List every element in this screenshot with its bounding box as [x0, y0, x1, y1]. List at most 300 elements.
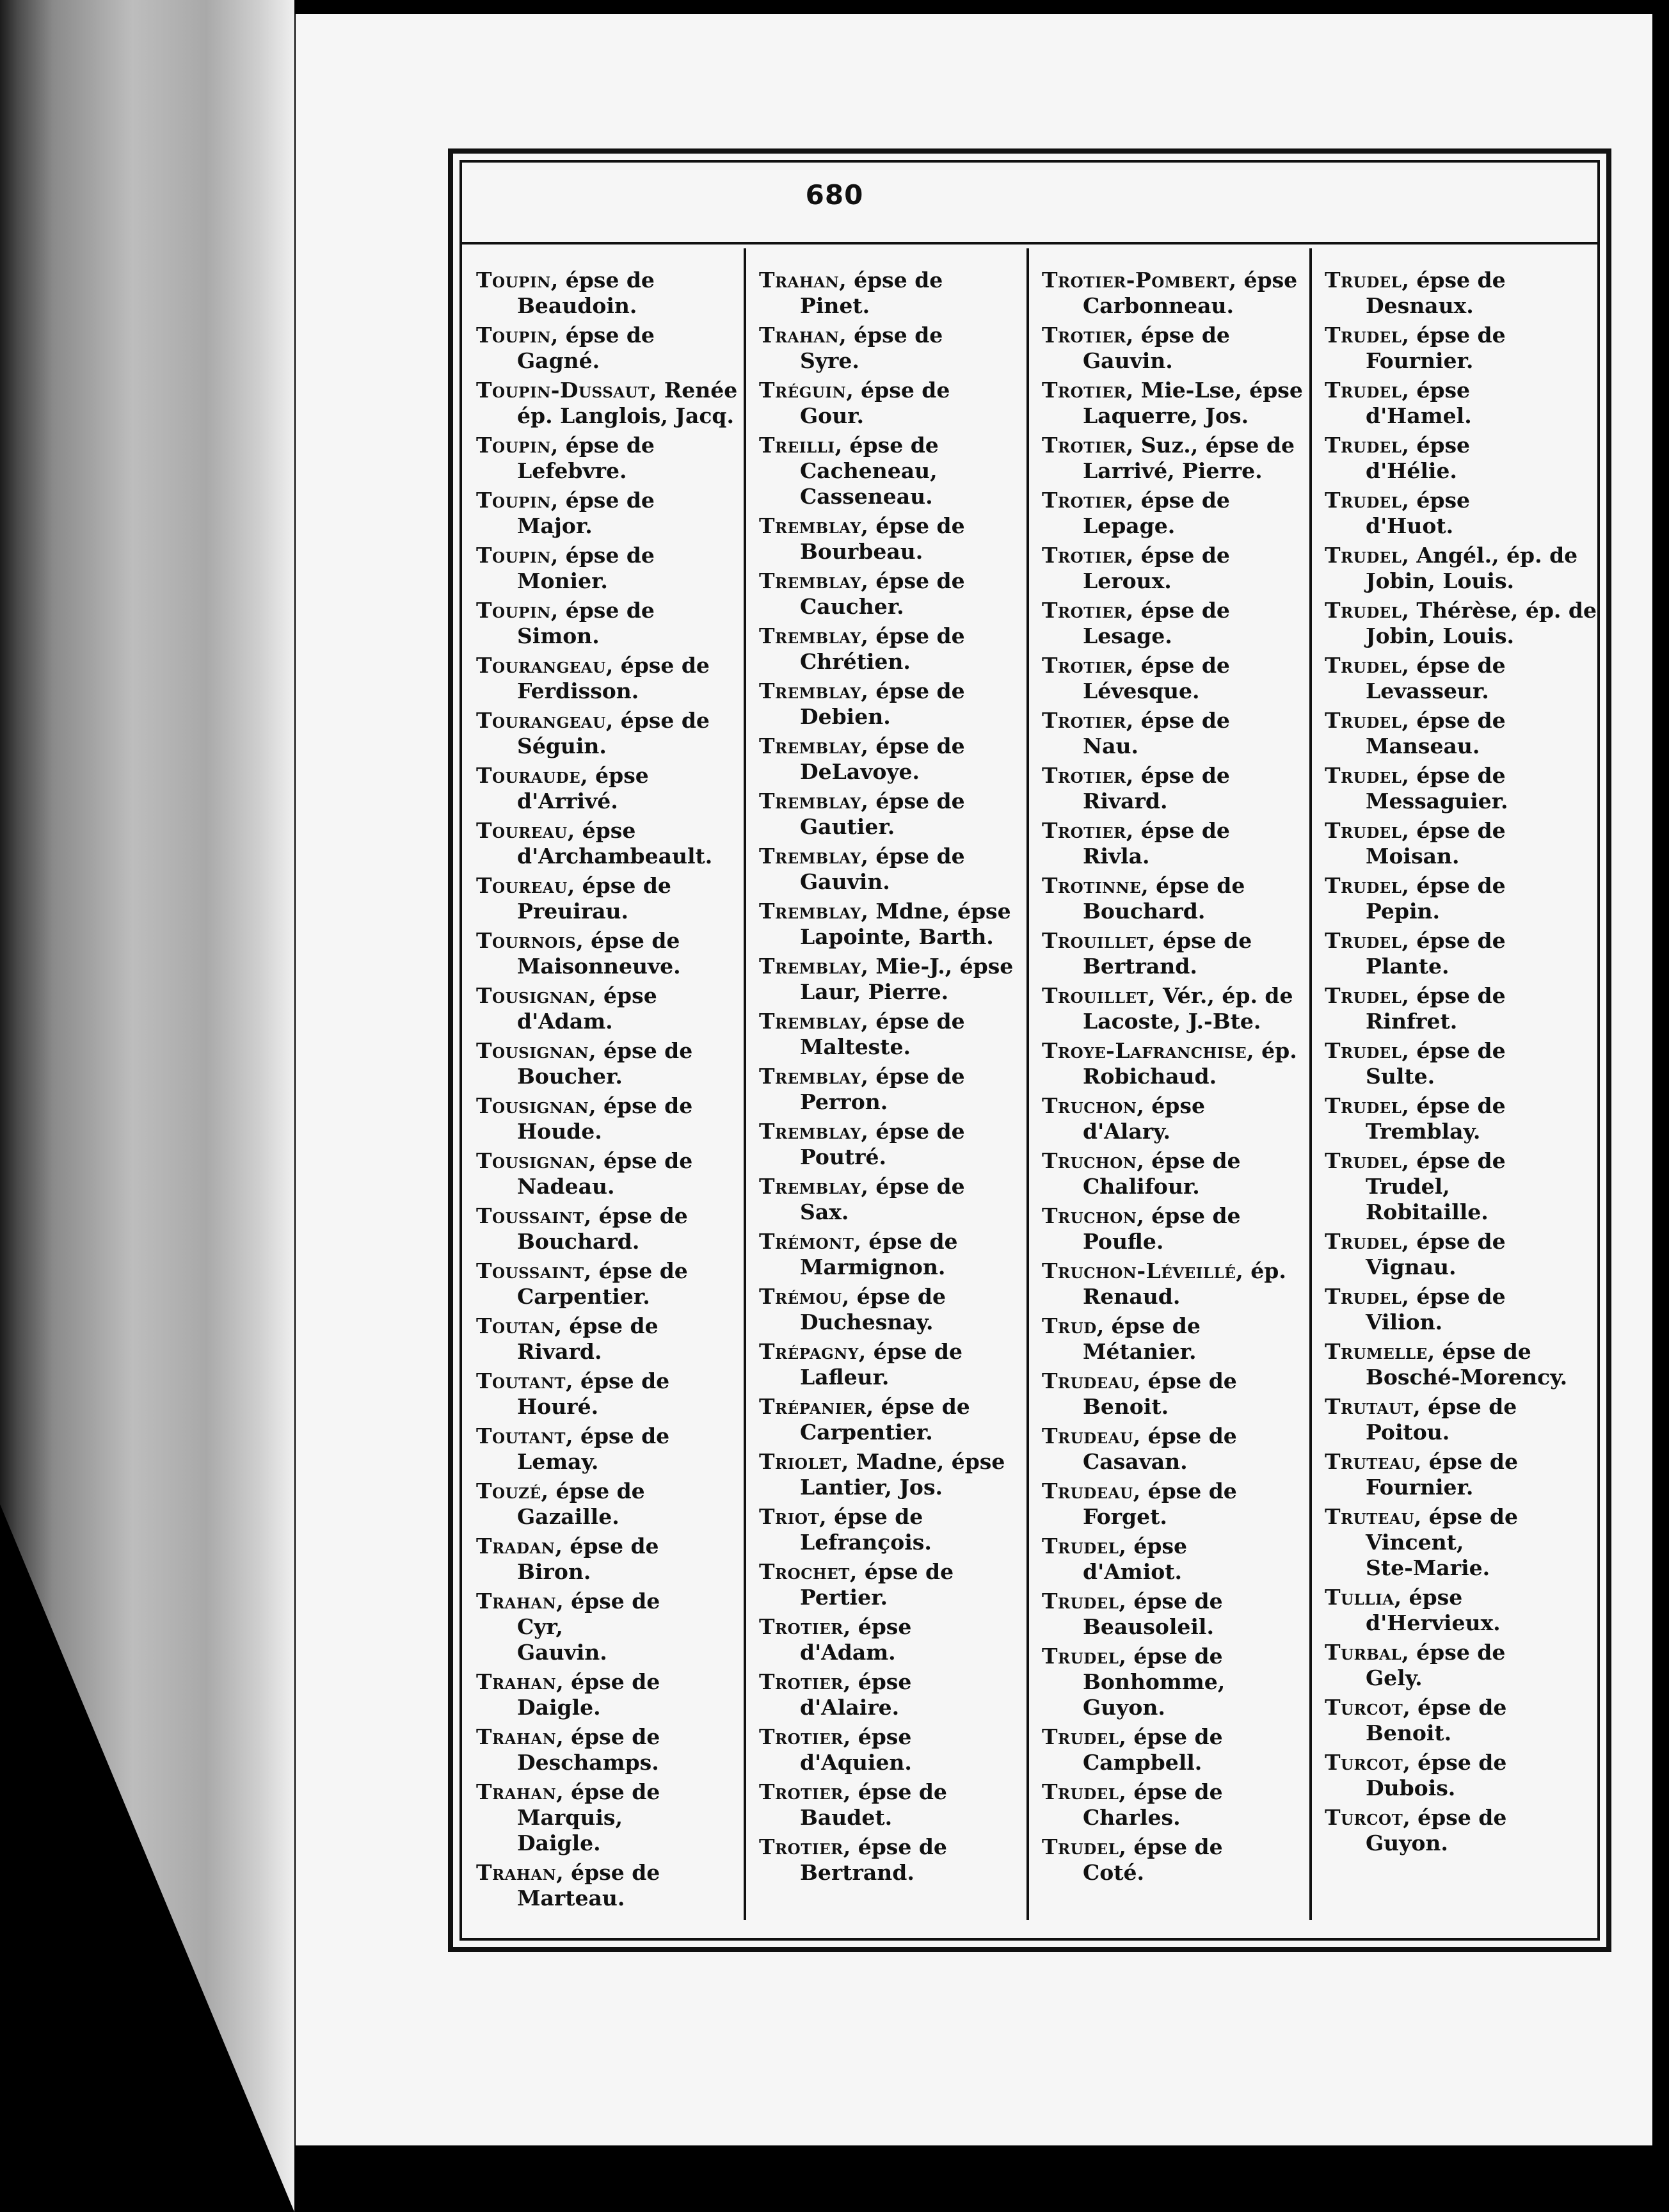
- spouse-name-extra: Gauvin.: [517, 1640, 607, 1665]
- surname: Trahan: [759, 268, 840, 293]
- surname: Trotier: [759, 1834, 843, 1859]
- index-entry: [1042, 818, 1317, 869]
- surname: Trudel: [1325, 653, 1402, 678]
- spouse-name: Poufle.: [1083, 1229, 1164, 1254]
- surname: Trotier: [1042, 763, 1126, 788]
- index-entry: [759, 1339, 1034, 1390]
- entry-qualifier: , épse de: [839, 268, 943, 293]
- spouse-name: Lantier, Jos.: [800, 1475, 943, 1500]
- entry-heading: [476, 1038, 692, 1063]
- index-entry: [1042, 543, 1317, 594]
- spouse-name: Houré.: [517, 1394, 599, 1419]
- index-entry: [1042, 1258, 1317, 1310]
- index-entry: [1325, 818, 1600, 869]
- spouse-name: Guyon.: [1366, 1831, 1448, 1855]
- spouse-name: Pertier.: [800, 1585, 888, 1610]
- spouse-name: d'Adam.: [517, 1009, 613, 1034]
- entry-qualifier: , épse: [1401, 433, 1471, 458]
- surname: Tremblay: [759, 678, 861, 703]
- entry-heading: [476, 928, 680, 953]
- surname: Toupin: [476, 323, 551, 348]
- spouse-name: Forget.: [1083, 1504, 1167, 1529]
- entry-heading: [1042, 1148, 1241, 1173]
- entry-heading: [476, 1423, 669, 1448]
- spouse-name: Larrivé, Pierre.: [1083, 458, 1263, 483]
- index-entry: [1325, 1695, 1600, 1746]
- entry-qualifier: , épse de: [861, 623, 965, 648]
- entry-qualifier: , épse de: [1401, 928, 1506, 953]
- entry-heading: [476, 1779, 660, 1804]
- entry-qualifier: , épse de: [861, 789, 965, 813]
- spouse-name: d'Alaire.: [800, 1695, 900, 1720]
- entry-heading: [476, 1093, 692, 1118]
- entry-qualifier: , épse de: [1148, 928, 1252, 953]
- entry-qualifier: , épse de: [1401, 1093, 1506, 1118]
- surname: Truchon: [1042, 1093, 1137, 1118]
- index-entry: [476, 1779, 751, 1856]
- entry-heading: [1042, 763, 1230, 788]
- index-entry: [476, 1589, 751, 1665]
- entry-qualifier: , épse de: [861, 513, 965, 538]
- entry-heading: [1325, 598, 1597, 623]
- spouse-name: Duchesnay.: [800, 1310, 934, 1334]
- entry-qualifier: , épse de: [1401, 708, 1506, 733]
- surname: Treilli: [759, 433, 835, 458]
- surname: Trotier: [1042, 433, 1126, 458]
- entry-heading: [476, 488, 655, 513]
- entry-qualifier: , épse de: [1126, 323, 1230, 348]
- entry-qualifier: , épse: [1401, 378, 1471, 403]
- entry-qualifier: , épse de: [819, 1504, 923, 1529]
- index-entry: [1325, 1394, 1600, 1445]
- entry-qualifier: , épse de: [861, 1119, 965, 1144]
- spouse-name: Syre.: [800, 348, 859, 373]
- index-entry: [476, 1368, 751, 1420]
- entry-heading: [1325, 1805, 1506, 1830]
- index-entry: [476, 1724, 751, 1775]
- entry-qualifier: , épse de: [1126, 598, 1230, 623]
- index-entry: [1325, 763, 1600, 814]
- spouse-name: d'Huot.: [1366, 513, 1454, 538]
- index-entry: [1042, 1589, 1317, 1640]
- index-entry: [476, 1534, 751, 1585]
- index-column-2: [759, 268, 1034, 1889]
- surname: Tremblay: [759, 1119, 861, 1144]
- surname: Tremblay: [759, 1174, 861, 1199]
- spouse-name: Gagné.: [517, 348, 600, 373]
- surname: Trochet: [759, 1559, 850, 1584]
- surname: Trahan: [476, 1589, 557, 1614]
- entry-qualifier: , ép.: [1247, 1038, 1297, 1063]
- index-entry: [476, 598, 751, 649]
- spouse-name: Charles.: [1083, 1805, 1181, 1830]
- spouse-name: Plante.: [1366, 954, 1449, 979]
- entry-heading: [759, 1119, 965, 1144]
- page-number: 680: [805, 179, 864, 211]
- index-entry: [759, 1504, 1034, 1555]
- surname: Trudel: [1042, 1724, 1119, 1749]
- surname: Trudeau: [1042, 1423, 1133, 1448]
- entry-heading: [759, 623, 965, 648]
- surname: Truteau: [1325, 1504, 1414, 1529]
- entry-qualifier: , épse de: [584, 1203, 688, 1228]
- entry-qualifier: , épse de: [1133, 1423, 1237, 1448]
- entry-heading: [476, 323, 655, 348]
- spouse-name: Pinet.: [800, 293, 870, 318]
- spouse-name: Rivard.: [517, 1339, 602, 1364]
- entry-heading: [1325, 708, 1506, 733]
- index-entry: [476, 1479, 751, 1530]
- spouse-name: Caucher.: [800, 594, 904, 619]
- entry-heading: [476, 1203, 688, 1228]
- entry-qualifier: , épse: [1137, 1093, 1205, 1118]
- spouse-name: Gour.: [800, 403, 865, 428]
- spouse-name: Levasseur.: [1366, 678, 1489, 703]
- index-entry: [1325, 1229, 1600, 1280]
- index-entry: [759, 1724, 1034, 1775]
- entry-heading: [476, 1589, 660, 1614]
- entry-heading: [1042, 378, 1303, 403]
- entry-qualifier: , épse de: [555, 1534, 659, 1559]
- spouse-name: Bertrand.: [1083, 954, 1197, 979]
- index-entry: [759, 1449, 1034, 1500]
- index-entry: [759, 1669, 1034, 1720]
- surname: Trotier: [1042, 488, 1126, 513]
- index-entry: [759, 954, 1034, 1005]
- entry-heading: [476, 1148, 692, 1173]
- entry-qualifier: , épse de: [589, 1038, 693, 1063]
- entry-heading: [1042, 1644, 1223, 1669]
- surname: Trudel: [1325, 1093, 1402, 1118]
- surname: Tréguin: [759, 378, 847, 403]
- index-entry: [759, 789, 1034, 840]
- surname: Turcot: [1325, 1750, 1403, 1775]
- surname: Triot: [759, 1504, 820, 1529]
- spouse-name: Lemay.: [517, 1449, 599, 1474]
- surname: Tremblay: [759, 899, 861, 924]
- entry-qualifier: , épse: [567, 818, 636, 843]
- surname: Trotier: [759, 1779, 843, 1804]
- entry-qualifier: , Angél., ép. de: [1401, 543, 1578, 568]
- index-entry: [759, 1614, 1034, 1665]
- spouse-name: Carbonneau.: [1083, 293, 1234, 318]
- entry-qualifier: , épse de: [1413, 1394, 1517, 1419]
- index-entry: [476, 543, 751, 594]
- spouse-name: Benoit.: [1366, 1720, 1452, 1745]
- entry-qualifier: , épse de: [550, 543, 655, 568]
- spouse-name: d'Hervieux.: [1366, 1610, 1501, 1635]
- spouse-name: Lefebvre.: [517, 458, 627, 483]
- entry-qualifier: , épse de: [1401, 983, 1506, 1008]
- spouse-name: Chalifour.: [1083, 1174, 1200, 1199]
- surname: Toutant: [476, 1368, 566, 1393]
- entry-qualifier: , épse de: [861, 568, 965, 593]
- entry-qualifier: , épse de: [1096, 1313, 1201, 1338]
- surname: Trémou: [759, 1284, 842, 1309]
- surname: Tousignan: [476, 1093, 589, 1118]
- entry-heading: [1325, 1339, 1531, 1364]
- index-entry: [476, 928, 751, 979]
- entry-heading: [476, 983, 657, 1008]
- index-entry: [759, 378, 1034, 429]
- entry-qualifier: , épse de: [843, 1779, 947, 1804]
- entry-heading: [1042, 1093, 1205, 1118]
- entry-heading: [1042, 543, 1230, 568]
- spouse-name: Gauvin.: [800, 869, 890, 894]
- entry-heading: [759, 433, 939, 458]
- spouse-name: Nau.: [1083, 733, 1139, 758]
- entry-heading: [759, 268, 943, 293]
- entry-heading: [759, 1449, 1005, 1474]
- spouse-name: d'Archambeault.: [517, 844, 713, 869]
- entry-heading: [476, 1258, 688, 1283]
- entry-heading: [476, 708, 710, 733]
- entry-heading: [1325, 488, 1470, 513]
- entry-qualifier: , épse de: [866, 1394, 970, 1419]
- entry-heading: [759, 678, 965, 703]
- index-entry: [759, 1394, 1034, 1445]
- spouse-name: Vignau.: [1366, 1254, 1457, 1279]
- entry-qualifier: , épse de: [1126, 708, 1230, 733]
- surname: Trotier-Pombert: [1042, 268, 1229, 293]
- entry-qualifier: , épse de: [605, 653, 710, 678]
- spouse-name: Gautier.: [800, 814, 895, 839]
- entry-heading: [476, 1479, 645, 1503]
- surname: Trahan: [476, 1860, 557, 1885]
- index-entry: [476, 1423, 751, 1475]
- entry-qualifier: , épse de: [584, 1258, 688, 1283]
- spouse-name: Baudet.: [800, 1805, 893, 1830]
- entry-heading: [1042, 983, 1293, 1008]
- entry-heading: [759, 1064, 965, 1089]
- spouse-name: Vilion.: [1366, 1310, 1443, 1334]
- surname: Tremblay: [759, 1009, 861, 1034]
- entry-qualifier: , épse: [843, 1669, 912, 1694]
- spouse-name: Coté.: [1083, 1860, 1145, 1885]
- entry-qualifier: , épse de: [567, 873, 671, 898]
- index-entry: [1325, 983, 1600, 1034]
- surname: Touraude: [476, 763, 581, 788]
- entry-heading: [759, 1614, 911, 1639]
- index-entry: [476, 433, 751, 484]
- entry-qualifier: , Madne, épse: [841, 1449, 1005, 1474]
- index-entry: [759, 678, 1034, 730]
- entry-heading: [1042, 268, 1297, 293]
- index-entry: [1325, 1640, 1600, 1691]
- entry-heading: [1042, 1203, 1241, 1228]
- surname: Trahan: [476, 1724, 557, 1749]
- surname: Trudel: [1325, 598, 1402, 623]
- spouse-name: Chrétien.: [800, 649, 911, 674]
- entry-heading: [1325, 1750, 1506, 1775]
- surname: Trutaut: [1325, 1394, 1414, 1419]
- entry-heading: [1042, 1368, 1237, 1393]
- surname: Trotier: [1042, 543, 1126, 568]
- spouse-name: Bourbeau.: [800, 539, 923, 564]
- index-entry: [1042, 1148, 1317, 1199]
- spouse-name: Debien.: [800, 704, 891, 729]
- entry-qualifier: , épse de: [1126, 653, 1230, 678]
- index-entry: [759, 844, 1034, 895]
- index-entry: [476, 268, 751, 319]
- surname: Trudel: [1325, 983, 1402, 1008]
- spouse-name: Gely.: [1366, 1665, 1423, 1690]
- spouse-name: Deschamps.: [517, 1750, 659, 1775]
- spouse-name: Bertrand.: [800, 1860, 914, 1885]
- index-entry: [759, 1174, 1034, 1225]
- index-entry: [759, 513, 1034, 565]
- index-entry: [476, 1093, 751, 1144]
- spouse-name: Desnaux.: [1366, 293, 1474, 318]
- index-entry: [1325, 1148, 1600, 1225]
- surname: Touzé: [476, 1479, 541, 1503]
- surname: Toupin: [476, 488, 551, 513]
- entry-heading: [1042, 1313, 1201, 1338]
- index-entry: [1325, 1339, 1600, 1390]
- surname: Trudel: [1325, 1284, 1402, 1309]
- surname: Trudeau: [1042, 1479, 1133, 1503]
- surname: Trumelle: [1325, 1339, 1428, 1364]
- entry-qualifier: , Vér., ép. de: [1148, 983, 1293, 1008]
- surname: Trotier: [759, 1614, 843, 1639]
- entry-qualifier: , épse de: [576, 928, 680, 953]
- entry-heading: [1042, 708, 1230, 733]
- entry-qualifier: , épse de: [1401, 1640, 1506, 1665]
- index-entry: [759, 1284, 1034, 1335]
- index-entry: [1325, 378, 1600, 429]
- book-page-edge: [0, 0, 294, 2212]
- entry-heading: [759, 1284, 946, 1309]
- entry-qualifier: , épse de: [849, 1559, 954, 1584]
- entry-heading: [476, 1669, 660, 1694]
- surname: Tourangeau: [476, 708, 606, 733]
- spouse-name: Laur, Pierre.: [800, 979, 949, 1004]
- index-entry: [1325, 708, 1600, 759]
- entry-heading: [759, 1394, 970, 1419]
- entry-heading: [1042, 323, 1230, 348]
- entry-heading: [759, 323, 943, 348]
- index-entry: [759, 623, 1034, 675]
- index-entry: [476, 378, 751, 429]
- index-entry: [1042, 1203, 1317, 1254]
- entry-heading: [1042, 598, 1230, 623]
- index-entry: [759, 1229, 1034, 1280]
- index-entry: [1042, 1779, 1317, 1831]
- index-entry: [476, 818, 751, 869]
- spouse-name: Marteau.: [517, 1886, 625, 1911]
- entry-heading: [476, 598, 655, 623]
- surname: Toutan: [476, 1313, 555, 1338]
- index-entry: [1042, 873, 1317, 924]
- entry-heading: [1042, 1724, 1223, 1749]
- index-entry: [1325, 1449, 1600, 1500]
- entry-qualifier: , épse de: [556, 1779, 660, 1804]
- entry-qualifier: , épse de: [1119, 1834, 1223, 1859]
- surname: Trudel: [1042, 1644, 1119, 1669]
- spouse-name: Campbell.: [1083, 1750, 1202, 1775]
- spouse-name: Maisonneuve.: [517, 954, 681, 979]
- surname: Trépanier: [759, 1394, 866, 1419]
- surname: Trudel: [1325, 1038, 1402, 1063]
- entry-qualifier: , Mie-Lse, épse: [1126, 378, 1303, 403]
- surname: Trotier: [1042, 378, 1126, 403]
- spouse-name: Pepin.: [1366, 899, 1441, 924]
- surname: Trotier: [1042, 653, 1126, 678]
- entry-qualifier: , épse de: [554, 1313, 659, 1338]
- index-entry: [476, 323, 751, 374]
- entry-heading: [476, 1534, 659, 1559]
- spouse-name: Rivla.: [1083, 844, 1150, 869]
- entry-heading: [759, 1724, 911, 1749]
- surname: Tousignan: [476, 1038, 589, 1063]
- spouse-name: Houde.: [517, 1119, 602, 1144]
- header-rule: [462, 242, 1597, 244]
- entry-qualifier: , épse de: [1133, 1368, 1237, 1393]
- entry-heading: [759, 378, 950, 403]
- surname: Tremblay: [759, 623, 861, 648]
- index-entry: [1325, 1805, 1600, 1856]
- entry-qualifier: , épse de: [1137, 1148, 1241, 1173]
- index-entry: [1325, 598, 1600, 649]
- spouse-name: Carpentier.: [517, 1284, 650, 1309]
- spouse-name: Cyr,: [517, 1614, 563, 1639]
- spouse-name-extra: Robitaille.: [1366, 1199, 1489, 1224]
- spouse-name: Sulte.: [1366, 1064, 1435, 1089]
- index-entry: [1325, 1284, 1600, 1335]
- index-entry: [759, 433, 1034, 509]
- surname: Trudel: [1325, 1148, 1402, 1173]
- surname: Trudel: [1042, 1834, 1119, 1859]
- entry-qualifier: , épse: [580, 763, 649, 788]
- surname: Tremblay: [759, 954, 861, 979]
- surname: Trudel: [1042, 1779, 1119, 1804]
- entry-heading: [1325, 1038, 1506, 1063]
- surname: Tournois: [476, 928, 577, 953]
- spouse-name: Benoit.: [1083, 1394, 1169, 1419]
- spouse-name: d'Adam.: [800, 1640, 896, 1665]
- surname: Tradan: [476, 1534, 555, 1559]
- entry-qualifier: , Renée: [649, 378, 738, 403]
- entry-heading: [1325, 653, 1506, 678]
- spouse-name: Ferdisson.: [517, 678, 639, 703]
- index-entry: [759, 323, 1034, 374]
- index-entry: [759, 1064, 1034, 1115]
- surname: Turcot: [1325, 1695, 1403, 1720]
- spouse-name: Beausoleil.: [1083, 1614, 1214, 1639]
- index-entry: [1042, 1423, 1317, 1475]
- entry-qualifier: , épse de: [550, 323, 655, 348]
- entry-qualifier: , épse de: [1401, 873, 1506, 898]
- spouse-name: Rivard.: [1083, 789, 1168, 813]
- surname: Truchon-Léveillé: [1042, 1258, 1236, 1283]
- entry-qualifier: , épse: [589, 983, 657, 1008]
- entry-heading: [476, 433, 655, 458]
- index-entry: [1042, 323, 1317, 374]
- index-entry: [1325, 873, 1600, 924]
- surname: Trudel: [1325, 433, 1402, 458]
- entry-qualifier: , épse de: [861, 1174, 965, 1199]
- entry-heading: [1042, 818, 1230, 843]
- surname: Toupin: [476, 598, 551, 623]
- index-entry: [476, 488, 751, 539]
- spouse-name: d'Arrivé.: [517, 789, 618, 813]
- surname: Toutant: [476, 1423, 566, 1448]
- index-entry: [759, 1119, 1034, 1170]
- index-entry: [1042, 433, 1317, 484]
- entry-qualifier: , épse de: [556, 1589, 660, 1614]
- index-entry: [1325, 1038, 1600, 1089]
- entry-qualifier: , épse de: [550, 268, 655, 293]
